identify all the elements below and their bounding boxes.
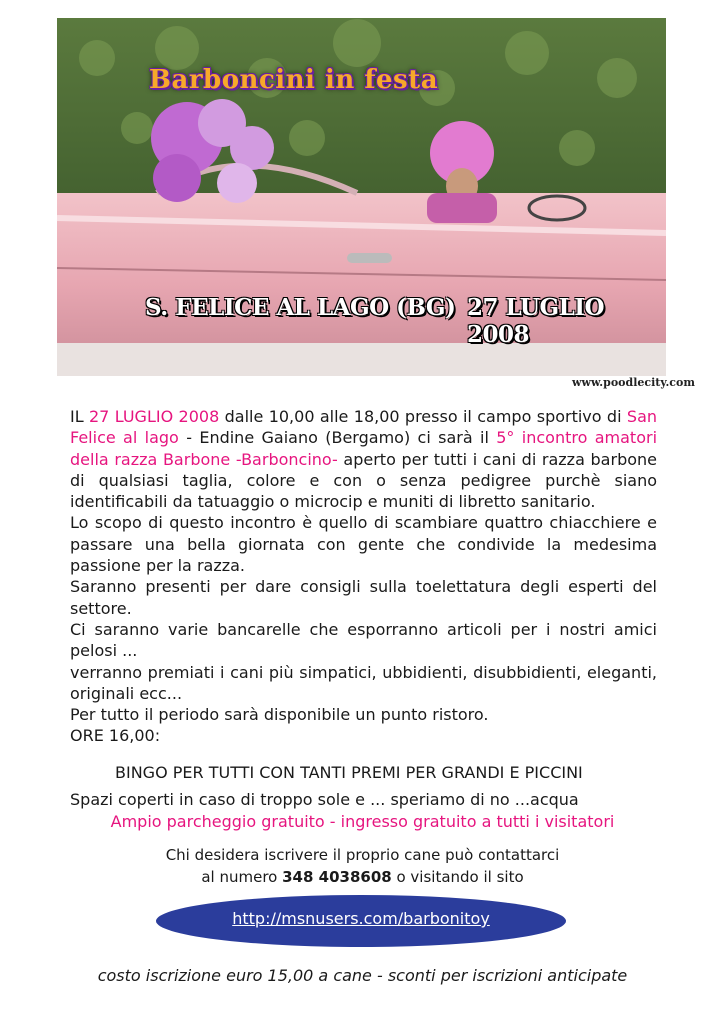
event-description xyxy=(70,406,657,747)
parking-line: Ampio parcheggio gratuito - ingresso gratuito a tutti i visitatori xyxy=(110,812,615,831)
time-paragraph: ORE 16,00: xyxy=(70,726,161,746)
food-paragraph: Per tutto il periodo sarà disponibile un punto ristoro. xyxy=(70,705,489,725)
event-place: San Felice al lago xyxy=(70,407,658,448)
intro-text-3: - Endine Gaiano (Bergamo) ci sarà il xyxy=(178,428,497,448)
intro-text-1: IL xyxy=(70,407,89,426)
intro-paragraph xyxy=(70,406,657,512)
contact-info xyxy=(70,844,655,888)
poster-site-credit: www.poodlecity.com xyxy=(572,376,695,389)
event-name: 5° incontro amatori della razza Barbone -Barboncino- xyxy=(70,428,658,469)
contact-suffix: o visitando il sito xyxy=(391,868,524,886)
registration-cost: costo iscrizione euro 15,00 a cane - sconti per iscrizioni anticipate xyxy=(97,966,628,985)
phone-number: 348 4038608 xyxy=(282,868,392,886)
intro-text-2: dalle 10,00 alle 18,00 presso il campo sportivo di xyxy=(219,407,627,426)
contact-prefix: al numero xyxy=(201,868,283,886)
contact-line-1: Chi desidera iscrivere il proprio cane può contattarci xyxy=(165,846,560,864)
event-date: 27 LUGLIO 2008 xyxy=(89,407,220,426)
poster-title: Barboncini in festa xyxy=(149,65,439,95)
intro-text-4: aperto per tutti i cani di razza barbone di qualsiasi taglia, colore e con o senza pedigree purchè siano identificabili da tatuaggio o microcip e muniti di libretto sanitario. xyxy=(70,449,657,512)
poster-date: 27 LUGLIO 2008 xyxy=(467,294,605,348)
prizes-paragraph: verranno premiati i cani più simpatici, ubbidienti, disubbidienti, eleganti, originali ecc... xyxy=(70,662,657,703)
website-link-oval[interactable] xyxy=(156,895,566,947)
experts-paragraph: Saranno presenti per dare consigli sulla toelettatura degli esperti del settore. xyxy=(70,577,657,618)
poster-place: S. FELICE AL LAGO (BG) xyxy=(145,294,456,321)
stalls-paragraph: Ci saranno varie bancarelle che esporranno articoli per i nostri amici pelosi ... xyxy=(70,619,657,661)
website-link[interactable]: http://msnusers.com/barbonitoy xyxy=(232,909,490,928)
covered-spaces-line: Spazi coperti in caso di troppo sole e ... speriamo di no ...acqua xyxy=(70,790,579,809)
contact-line-2 xyxy=(70,866,655,888)
event-poster-image xyxy=(57,18,695,389)
scope-paragraph: Lo scopo di questo incontro è quello di scambiare quattro chiacchiere e passare una bella giornata con gente che condivide la medesima passione per la razza. xyxy=(70,513,657,576)
bingo-line: BINGO PER TUTTI CON TANTI PREMI PER GRANDI E PICCINI xyxy=(115,763,583,782)
